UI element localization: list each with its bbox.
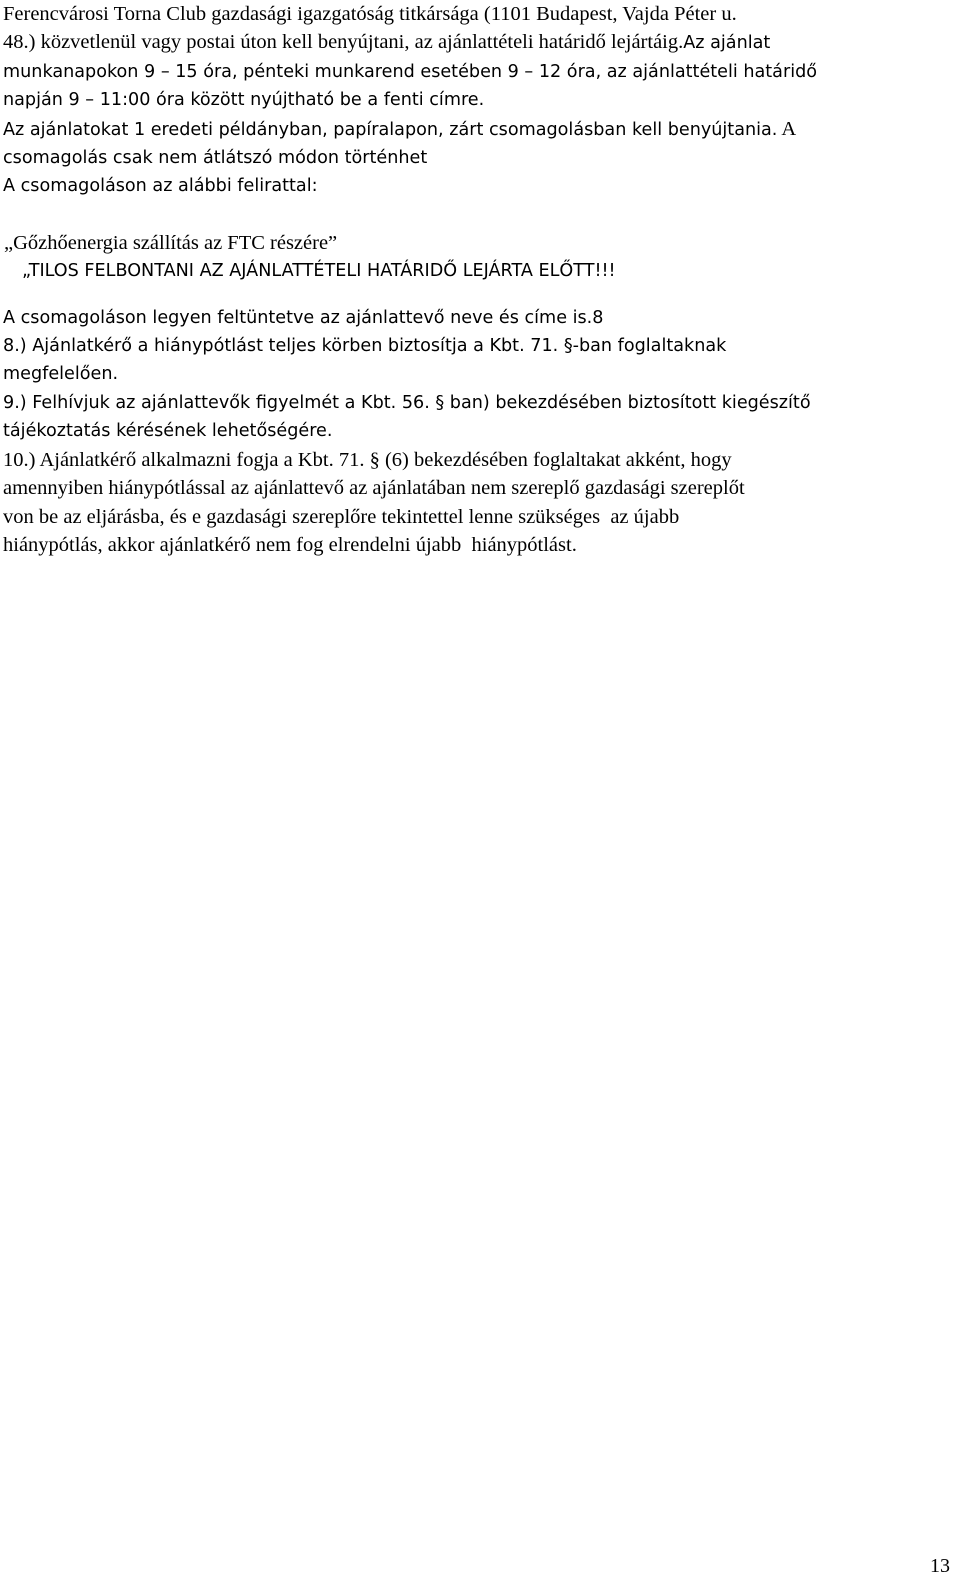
text-line: A csomagoláson az alábbi felirattal: bbox=[3, 176, 318, 197]
text-fragment: 48.) közvetlenül vagy postai úton kell benyújtani, az ajánlattételi határidő lejártáig. bbox=[3, 31, 684, 54]
text-fragment: Az ajánlat bbox=[683, 33, 771, 54]
text-fragment: A bbox=[781, 117, 797, 140]
spacer bbox=[3, 286, 958, 304]
package-label-line: „Gőzhőenergia szállítás az FTC részére” bbox=[4, 231, 338, 254]
page-number: 13 bbox=[930, 1555, 950, 1577]
text-line: 9.) Felhívjuk az ajánlattevők figyelmét a Kbt. 56. § ban) bekezdésében biztosított kiegészítő bbox=[3, 392, 811, 413]
text-line: Ferencvárosi Torna Club gazdasági igazgatóság titkársága (1101 Budapest, Vajda Péter u. bbox=[3, 3, 737, 25]
text-line: 10.) Ajánlatkérő alkalmazni fogja a Kbt. 71. § (6) bekezdésében foglaltakat akként, hogy bbox=[3, 448, 732, 471]
text-line: napján 9 – 11:00 óra között nyújtható be a fenti címre. bbox=[3, 90, 485, 111]
warning-label-line: „TILOS FELBONTANI AZ AJÁNLATTÉTELI HATÁRIDŐ LEJÁRTA ELŐTT!!! bbox=[22, 261, 616, 282]
spacer bbox=[3, 201, 958, 229]
text-line: munkanapokon 9 – 15 óra, pénteki munkarend esetében 9 – 12 óra, az ajánlattételi határidő bbox=[3, 61, 818, 82]
text-line: hiánypótlás, akkor ajánlatkérő nem fog elrendelni újabb hiánypótlást. bbox=[3, 533, 577, 556]
text-line: csomagolás csak nem átlátszó módon történhet bbox=[3, 148, 428, 169]
text-line: 8.) Ajánlatkérő a hiánypótlást teljes körben biztosítja a Kbt. 71. §-ban foglaltaknak bbox=[3, 336, 727, 357]
text-line bbox=[3, 115, 958, 144]
text-line bbox=[3, 28, 958, 57]
text-line: tájékoztatás kérésének lehetőségére. bbox=[3, 421, 333, 442]
document-body bbox=[3, 0, 958, 559]
text-fragment: Az ajánlatokat 1 eredeti példányban, papíralapon, zárt csomagolásban kell benyújtania. bbox=[3, 119, 778, 140]
text-line: megfelelően. bbox=[3, 364, 119, 385]
text-line: amennyiben hiánypótlással az ajánlattevő az ajánlatában nem szereplő gazdasági szereplőt bbox=[3, 477, 745, 500]
text-line: A csomagoláson legyen feltüntetve az ajánlattevő neve és címe is.8 bbox=[3, 307, 604, 328]
text-line: von be az eljárásba, és e gazdasági szereplőre tekintettel lenne szükséges az újabb bbox=[3, 505, 680, 528]
